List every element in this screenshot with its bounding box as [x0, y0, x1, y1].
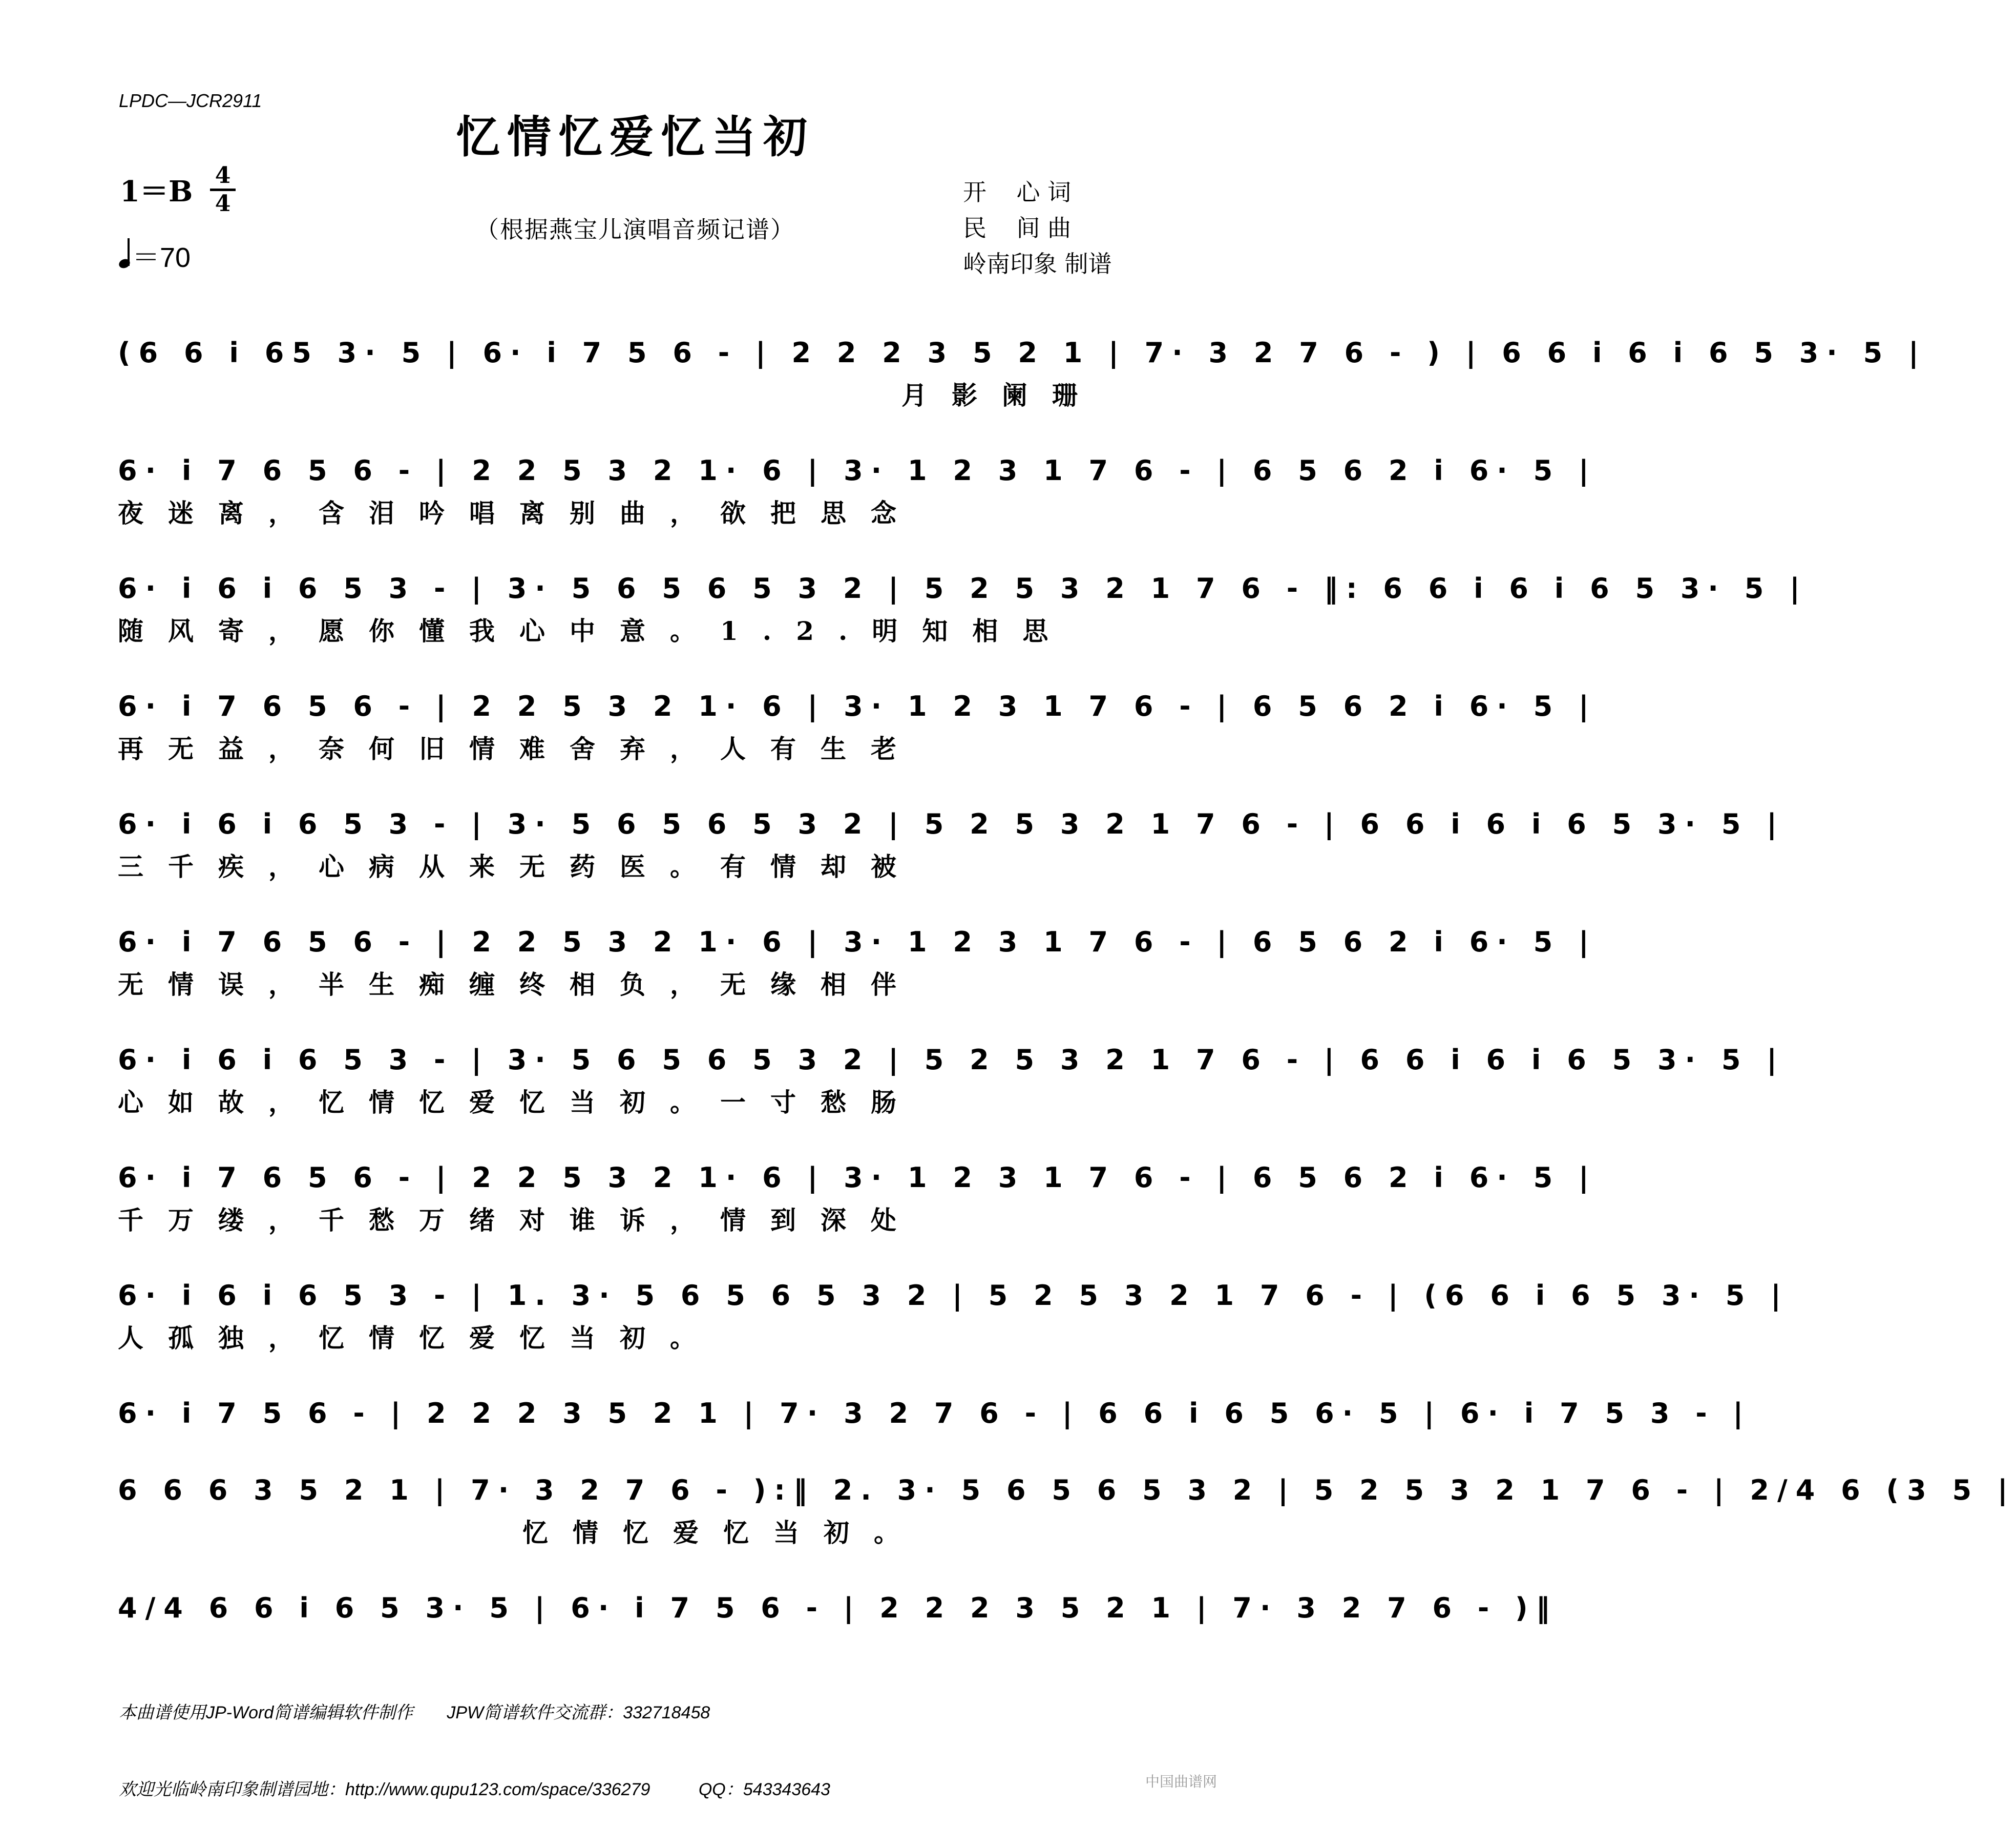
lyrics-line: 心如故，忆情忆爱忆当初。一寸愁肠 [118, 1087, 921, 1117]
lyrics-line: 人孤独，忆情忆爱忆当初。 [118, 1323, 720, 1353]
footer-website-line: 欢迎光临岭南印象制谱园地：http://www.qupu123.com/space/336279 QQ：543343643 [119, 1780, 830, 1799]
notation-line: 6· i 7 5 6 - | 2 2 2 3 5 2 1 | 7· 3 2 7 6 - | 6 6 i 6 5 6· 5 | 6· i 7 5 3 - | [118, 1397, 1752, 1429]
score-system-8 [118, 1137, 1597, 1241]
notation-line: 6· i 6 i 6 5 3 - | 1. 3· 5 6 5 6 5 3 2 | 5 2 5 3 2 1 7 6 - | (6 6 i 6 5 3· 5 | [118, 1279, 1789, 1312]
time-signature [210, 164, 236, 216]
lyrics-line: 千万缕，千愁万绪对谁诉，情到深处 [118, 1205, 921, 1235]
notation-line: 6· i 6 i 6 5 3 - | 3· 5 6 5 6 5 3 2 | 5 2 5 3 2 1 7 6 - ‖: 6 6 i 6 i 6 5 3· 5 | [118, 572, 1808, 605]
lyrics-line: 随风寄，愿你懂我心中意。1.2.明知相思 [118, 616, 1073, 646]
score-system-4 [118, 666, 1597, 770]
score-system-5 [118, 784, 1785, 887]
score-system-11 [118, 1450, 2016, 1553]
tempo-marking [119, 236, 191, 275]
lyrics-line: 夜迷离，含泪吟唱离别曲，欲把思念 [118, 498, 921, 528]
lyrics-line: 月影阑珊 [901, 380, 1102, 410]
key-signature: 1＝B [120, 175, 193, 209]
subtitle: （根据燕宝儿演唱音频记谱） [475, 216, 795, 243]
notation-line: 6· i 7 6 5 6 - | 2 2 5 3 2 1· 6 | 3· 1 2 3 1 7 6 - | 6 5 6 2 i 6· 5 | [118, 454, 1597, 487]
arranger-credit: 岭南印象 制谱 [963, 250, 1112, 278]
score-system-3 [118, 548, 1808, 652]
footer [119, 1649, 830, 1828]
lyrics-line: 忆情忆爱忆当初。 [522, 1518, 924, 1548]
notation-line: (6 6 i 65 3· 5 | 6· i 7 5 6 - | 2 2 2 3 5 2 1 | 7· 3 2 7 6 - ) | 6 6 i 6 i 6 5 3· 5 | [118, 337, 1927, 369]
notation-line: 4/4 6 6 i 6 5 3· 5 | 6· i 7 5 6 - | 2 2 2 3 5 2 1 | 7· 3 2 7 6 - )‖ [118, 1592, 1558, 1624]
lyrics-line: 三千疾，心病从来无药医。有情却被 [118, 851, 921, 882]
notation-line: 6· i 7 6 5 6 - | 2 2 5 3 2 1· 6 | 3· 1 2 3 1 7 6 - | 6 5 6 2 i 6· 5 | [118, 926, 1597, 958]
footer-software-line: 本曲谱使用JP-Word简谱编辑软件制作 JPW简谱软件交流群：332718458 [119, 1703, 710, 1722]
lyrics-line: 再无益，奈何旧情难舍弃，人有生老 [118, 734, 921, 764]
score-code: LPDC—JCR2911 [119, 90, 262, 111]
notation-line: 6· i 6 i 6 5 3 - | 3· 5 6 5 6 5 3 2 | 5 2 5 3 2 1 7 6 - | 6 6 i 6 i 6 5 3· 5 | [118, 808, 1785, 840]
watermark-logo: 中国曲谱网 [1145, 1773, 1217, 1790]
notation-line: 6· i 6 i 6 5 3 - | 3· 5 6 5 6 5 3 2 | 5 2 5 3 2 1 7 6 - | 6 6 i 6 i 6 5 3· 5 | [118, 1044, 1785, 1076]
score-system-9 [118, 1255, 1789, 1359]
score-system-12 [118, 1568, 1558, 1624]
score-system-2 [118, 430, 1597, 534]
lyricist-credit: 开 心 词 [963, 178, 1072, 206]
credits [963, 174, 1112, 282]
notation-line: 6· i 7 6 5 6 - | 2 2 5 3 2 1· 6 | 3· 1 2 3 1 7 6 - | 6 5 6 2 i 6· 5 | [118, 690, 1597, 722]
time-top: 4 [215, 162, 231, 189]
score-system-1 [118, 313, 1927, 416]
score-system-10 [118, 1373, 1752, 1429]
tempo-value: ＝70 [132, 242, 191, 273]
score-system-7 [118, 1020, 1785, 1123]
composer-credit: 民 间 曲 [963, 214, 1072, 242]
notation-line: 6 6 6 3 5 2 1 | 7· 3 2 7 6 - ):‖ 2. 3· 5 6 5 6 5 3 2 | 5 2 5 3 2 1 7 6 - | 2/4 6 (3 5 | [118, 1474, 2016, 1506]
time-bottom: 4 [215, 191, 231, 217]
song-title: 忆情忆爱忆当初 [456, 112, 814, 163]
lyrics-line: 无情误，半生痴缠终相负，无缘相伴 [118, 969, 921, 1000]
notation-line: 6· i 7 6 5 6 - | 2 2 5 3 2 1· 6 | 3· 1 2 3 1 7 6 - | 6 5 6 2 i 6· 5 | [118, 1161, 1597, 1194]
score-system-6 [118, 902, 1597, 1005]
